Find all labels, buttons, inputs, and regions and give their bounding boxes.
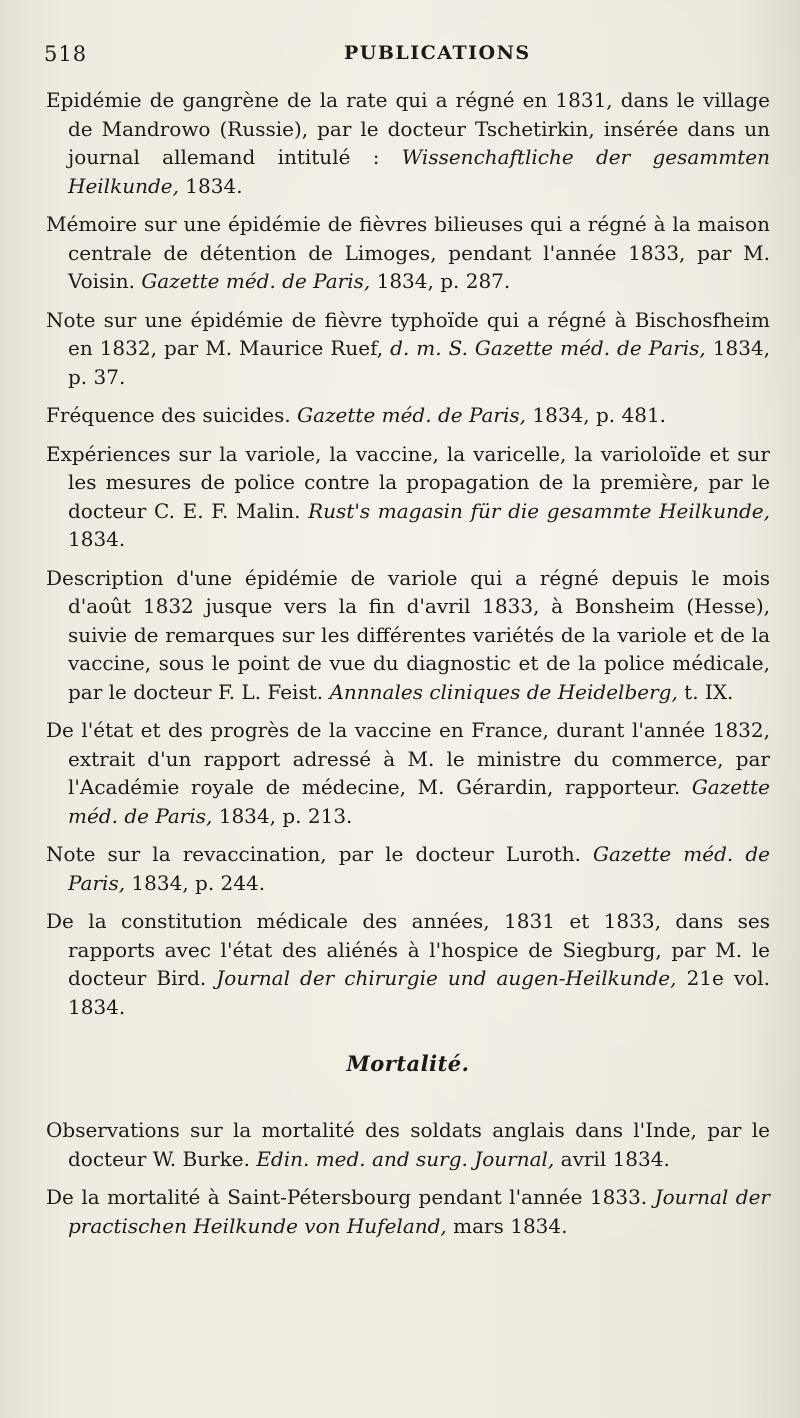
bibliography-entry [46, 1116, 770, 1173]
bibliography-entry [46, 1183, 770, 1240]
entry-citation: 1834, p. 244. [125, 870, 266, 895]
bibliography-entry [46, 86, 770, 200]
entry-description: Epidémie de gangrène de la rate qui a régné en 1831, dans le village de Mandrowo (Russie), par le docteur Tschetirkin, insérée dans un journal allemand intitulé : [46, 88, 770, 169]
entry-citation: mars 1834. [446, 1213, 568, 1238]
entry-journal-title: Wissenchaftliche der gesammten Heilkunde, [68, 145, 770, 198]
bibliography-entry [46, 840, 770, 897]
entry-citation: 1834. [178, 173, 243, 198]
entry-description: Expériences sur la variole, la vaccine, la varicelle, la varioloïde et sur les mesures de police contre la propagation de la première, par le docteur C. E. F. Malin. [46, 441, 770, 523]
entry-description: Fréquence des suicides. [46, 403, 298, 427]
bibliography-entry [46, 907, 770, 1021]
entry-description: De l'état et des progrès de la vaccine en France, durant l'année 1832, extrait d'un rapport adressé à M. le ministre du commerce, par l'Académie royale de médecine, M. Gérardin, rapporteur. [46, 718, 770, 799]
entry-description: Description d'une épidémie de variole qui a régné depuis le mois d'août 1832 jusque vers la fin d'avril 1833, à Bonsheim (Hesse), suivie de remarques sur les différentes variétés de la variole et de la vaccine, sous le point de vue du diagnostic et de la police médicale, par le docteur F. L. Feist. [46, 565, 770, 704]
entry-citation: 1834, p. 287. [370, 269, 511, 293]
bibliography-entry [46, 716, 770, 830]
entry-journal-title: Edin. med. and surg. Journal, [256, 1146, 555, 1171]
entries-bottom [46, 1116, 770, 1240]
entry-journal-title: d. m. S. Gazette méd. de Paris, [390, 336, 706, 360]
bibliography-entry [46, 440, 770, 554]
bibliography-entry [46, 306, 770, 392]
entry-citation: 1834, p. 213. [212, 803, 353, 828]
entry-journal-title: Journal der practischen Heilkunde von Hufeland, [68, 1185, 770, 1238]
entry-description: Mémoire sur une épidémie de fièvres bilieuses qui a régné à la maison centrale de détention de Limoges, pendant l'année 1833, par M. Voisin. [46, 212, 770, 293]
entry-journal-title: Gazette méd. de Paris, [68, 842, 770, 895]
page-header [44, 42, 760, 72]
entry-description: De la constitution médicale des années, 1831 et 1833, dans ses rapports avec l'état des aliénés à l'hospice de Siegburg, par M. le docteur Bird. [46, 909, 770, 990]
entry-citation: t. IX. [677, 679, 734, 704]
publication-list [46, 86, 770, 1250]
bibliography-entry [46, 564, 770, 707]
entry-citation: 1834. [68, 527, 126, 551]
bibliography-entry [46, 210, 770, 296]
entry-journal-title: Rust's magasin für die gesammte Heilkunde, [308, 498, 771, 523]
entry-journal-title: Gazette méd. de Paris, [141, 269, 371, 293]
entry-description: Note sur une épidémie de fièvre typhoïde qui a régné à Bischosfheim en 1832, par M. Maurice Ruef, [46, 307, 770, 360]
entry-citation: 1834, p. 37. [68, 336, 770, 389]
bibliography-entry [46, 401, 770, 430]
entry-citation: 1834, p. 481. [526, 403, 667, 427]
entry-description: Observations sur la mortalité des soldats anglais dans l'Inde, par le docteur W. Burke. [46, 1118, 770, 1171]
entry-journal-title: Gazette méd. de Paris, [297, 403, 527, 427]
entry-journal-title: Journal der chirurgie und augen-Heilkunde, [216, 966, 677, 990]
page-number: 518 [44, 42, 88, 66]
entry-journal-title: Gazette méd. de Paris, [68, 775, 770, 828]
entries-top [46, 86, 770, 1021]
entry-citation: 21e vol. 1834. [68, 966, 770, 1019]
entry-journal-title: Annnales cliniques de Heidelberg, [329, 679, 678, 704]
entry-description: Note sur la revaccination, par le docteur Luroth. [46, 842, 594, 866]
entry-description: De la mortalité à Saint-Pétersbourg pendant l'année 1833. [46, 1185, 655, 1209]
section-heading-mortalite: Mortalité. [346, 1051, 470, 1076]
entry-citation: avril 1834. [554, 1146, 670, 1171]
running-title: PUBLICATIONS [344, 42, 531, 64]
